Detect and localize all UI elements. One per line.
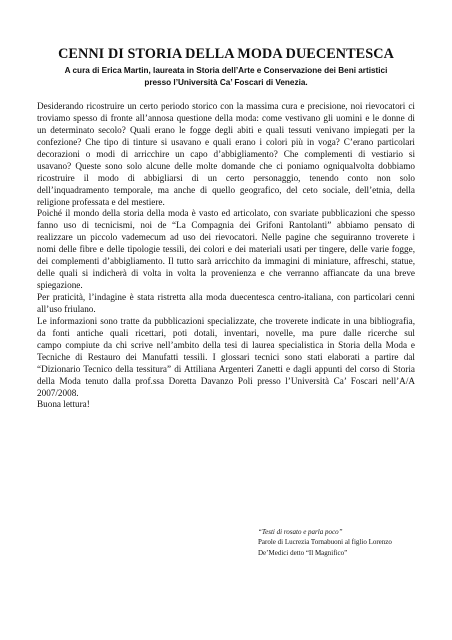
paragraph-scope (37, 292, 415, 316)
text-line: della Moda tenuto dalla prof.ssa Doretta Davanzo Poli presso l’Università Ca’ Foscari nell’A/A (37, 375, 415, 386)
text-line: usavano? Queste sono solo alcune delle molte domande che ci poniamo ogniqualvolta dobbiamo (37, 160, 415, 171)
paragraph-sources (37, 316, 415, 400)
text-line: 2007/2008. (37, 387, 79, 398)
text-line: dell’inquadramento temporale, ma anche di quello geografico, del ceto sociale, dell’etnia, della (37, 184, 415, 195)
author-credit (22, 65, 430, 89)
text-line: religione professata e del mestiere. (37, 196, 165, 207)
text-line: nomi delle fibre e delle tipologie tessili, dei colori e dei materiali usati per tingere, delle varie fogge, (37, 244, 415, 255)
text-line: realizzare un piccolo vademecum ad uso dei rievocatori. Nelle pagine che seguiranno troverete i (37, 232, 415, 243)
text-line: Desiderando ricostruire un certo periodo storico con la massima cura e precisione, noi rievocatori ci (37, 101, 415, 111)
epigraph-attribution-line-1: Parole di Lucrezia Tornabuoni al figlio Lorenzo (258, 538, 392, 547)
text-line: troviamo spesso di fronte all’annosa questione della moda: come vestivano gli uomini e le donne di (37, 112, 415, 123)
text-line: spiegazione. (37, 280, 83, 291)
text-line: decorazioni o modi di arricchire un capo d’abbigliamento? Che complementi di vestiario si (37, 148, 415, 159)
paragraph-introduction (37, 101, 415, 208)
epigraph (258, 527, 438, 558)
document-body (37, 101, 415, 411)
text-line: un determinato secolo? Quali erano le fogge degli abiti e quali tessuti venivano impiegati per la (37, 124, 415, 135)
text-line: Tecniche di Restauro dei Manufatti tessili. I glossari tecnici sono stati elaborati a partire dal (37, 351, 415, 362)
text-line: Per praticità, l’indagine è stata ristretta alla moda duecentesca centro-italiana, con particolari cenni (37, 292, 415, 302)
paragraph-purpose (37, 208, 415, 292)
text-line: Le informazioni sono tratte da pubblicazioni specializzate, che troverete indicate in una bibliografia, (37, 315, 415, 326)
text-line: da fonti antiche quali ricettari, poti dotali, inventari, novelle, ma pure dalle ricerche sul (37, 327, 415, 338)
text-line: “Dizionario Tecnico della tessitura” di Attiliana Argenteri Zanetti e dagli appunti del corso di Storia (37, 363, 415, 374)
text-line: dei complementi d’abbigliamento. Il tutto sarà arricchito da immagini di miniature, affreschi, statue, (37, 256, 415, 267)
paragraph-closing (37, 399, 415, 411)
author-credit-line-2: presso l’Università Ca’ Foscari di Venezia. (144, 78, 308, 87)
text-line: campo compiute da chi scrive nell’ambito della tesi di laurea specialistica in Storia della Moda e (37, 339, 415, 350)
text-line: fanno uso di tecnicismi, noi de “La Compagnia dei Grifoni Rantolanti” abbiamo pensato di (37, 220, 415, 231)
text-line: confezione? Che tipo di tinture si usavano e quali erano i colori più in voga? C’erano particolari (37, 136, 415, 147)
author-credit-line-1: A cura di Erica Martin, laureata in Storia dell’Arte e Conservazione dei Beni artistici (64, 66, 388, 75)
epigraph-attribution-line-2: De’Medici detto “Il Magnifico” (258, 548, 348, 557)
text-line: Buona lettura! (37, 399, 90, 410)
text-line: Poiché il mondo della storia della moda è vasto ed articolato, con svariate pubblicazioni che spesso (37, 208, 415, 219)
text-line: ricostruire il modo di abbigliarsi di un certo personaggio, tenendo conto non solo (37, 172, 415, 183)
text-line: delle quali si indicherà di volta in volta la provenienza e che verranno affiancate da una breve (37, 268, 415, 279)
page-title: CENNI DI STORIA DELLA MODA DUECENTESCA (58, 46, 394, 62)
text-line: all’uso friulano. (37, 303, 96, 314)
epigraph-quote: “Testi di rosato e parla poco” (258, 528, 343, 536)
